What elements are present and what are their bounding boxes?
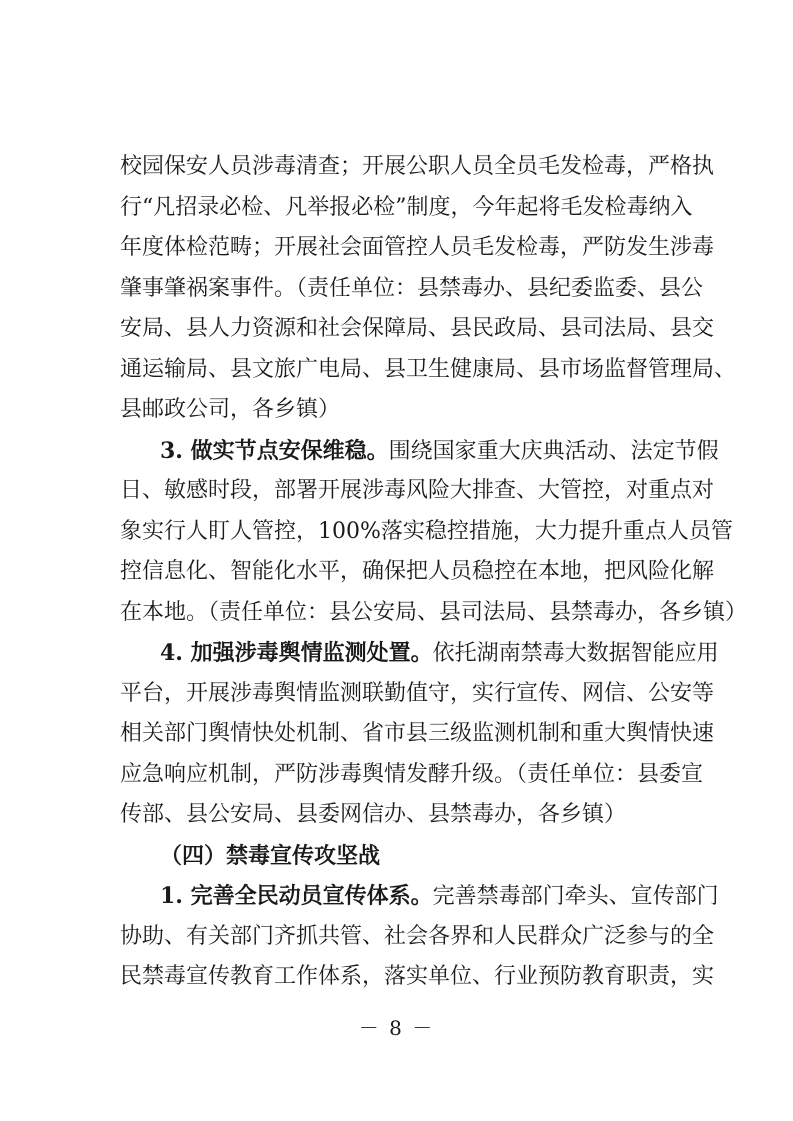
text-line: 通运输局、县文旅广电局、县卫生健康局、县市场监督管理局、 xyxy=(120,356,737,382)
paragraph-3-heading: 3. 做实节点安保维稳。 xyxy=(160,437,389,464)
text-line: 行“凡招录必检、凡举报必检”制度，今年起将毛发检毒纳入 xyxy=(120,194,693,220)
paragraph-3-first-line xyxy=(160,431,719,472)
text-line: 校园保安人员涉毒清查；开展公职人员全员毛发检毒，严格执 xyxy=(120,154,715,179)
paragraph-4-first-line xyxy=(160,633,719,674)
text-line: 在本地。（责任单位：县公安局、县司法局、县禁毒办，各乡镇） xyxy=(120,599,748,625)
text-line: 民禁毒宣传教育工作体系，落实单位、行业预防教育职责，实 xyxy=(120,964,715,989)
page-number: － 8 － xyxy=(358,1016,435,1040)
text-line: 应急响应机制，严防涉毒舆情发酵升级。（责任单位：县委宣 xyxy=(120,761,704,787)
section-heading: （四）禁毒宣传攻坚战 xyxy=(160,842,381,869)
text-line: 年度体检范畴；开展社会面管控人员毛发检毒，严防发生涉毒 xyxy=(120,235,715,260)
text-line: 肇事肇祸案事件。（责任单位：县禁毒办、县纪委监委、县公 xyxy=(120,275,704,301)
paragraph-3-text: 围绕国家重大庆典活动、法定节假 xyxy=(388,438,719,464)
text-line: 协助、有关部门齐抓共管、社会各界和人民群众广泛参与的全 xyxy=(120,923,715,949)
text-line: 平台，开展涉毒舆情监测联勤值守，实行宣传、网信、公安等 xyxy=(120,680,715,706)
paragraph-5-text: 完善禁毒部门牵头、宣传部门 xyxy=(432,884,719,909)
text-line: 安局、县人力资源和社会保障局、县民政局、县司法局、县交 xyxy=(120,316,715,341)
text-line: 控信息化、智能化水平，确保把人员稳控在本地，把风险化解 xyxy=(120,559,715,584)
text-line: 县邮政公司，各乡镇） xyxy=(120,397,341,422)
text-line: 传部、县公安局、县委网信办、县禁毒办，各乡镇） xyxy=(120,802,627,827)
paragraph-5-first-line xyxy=(160,876,719,917)
paragraph-4-text: 依托湖南禁毒大数据智能应用 xyxy=(432,641,719,666)
paragraph-5-heading: 1. 完善全民动员宣传体系。 xyxy=(160,883,433,909)
paragraph-4-heading: 4. 加强涉毒舆情监测处置。 xyxy=(160,640,433,666)
text-line: 象实行人盯人管控，100%落实稳控措施，大力提升重点人员管 xyxy=(120,518,733,544)
text-line: 相关部门舆情快处机制、省市县三级监测机制和重大舆情快速 xyxy=(120,721,715,746)
text-line: 日、敏感时段，部署开展涉毒风险大排查、大管控，对重点对 xyxy=(120,478,715,503)
